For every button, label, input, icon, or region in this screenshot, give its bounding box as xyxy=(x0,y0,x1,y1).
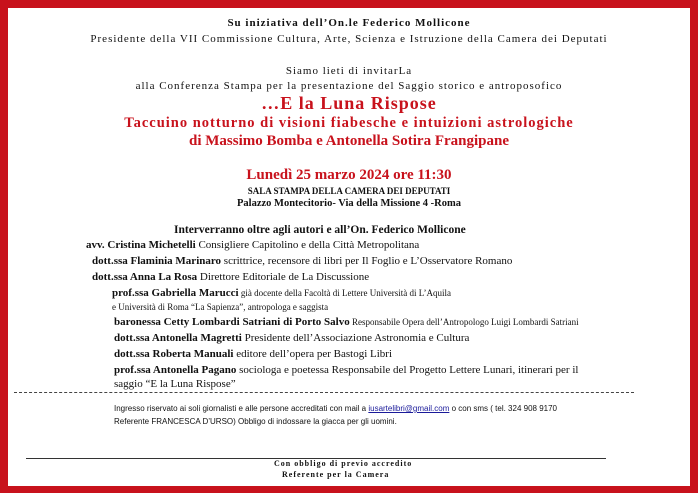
speaker-desc: già docente della Facoltà di Lettere Università di L’Aquila xyxy=(238,288,451,298)
referent-note: Referente FRANCESCA D’URSO) Obbligo di indossare la giacca per gli uomini. xyxy=(114,417,397,426)
speaker-item xyxy=(114,332,469,344)
speaker-item xyxy=(114,348,392,360)
speaker-item xyxy=(92,271,369,283)
speaker-name: baronessa Cetty Lombardi Satriani di Porto Salvo xyxy=(114,316,350,328)
dashed-divider xyxy=(14,392,634,393)
speaker-desc: sociologa e poetessa Responsabile del Progetto Lettere Lunari, itinerari per il xyxy=(236,364,579,376)
access-pre: Ingresso riservato ai soli giornalisti e alle persone accreditati con mail a xyxy=(114,404,369,413)
footer-line1: Con obbligo di previo accredito xyxy=(274,459,413,468)
speaker-desc: scrittrice, recensore di libri per Il Foglio e L’Osservatore Romano xyxy=(221,255,513,267)
access-post: o con sms ( tel. 324 908 9170 xyxy=(449,404,557,413)
invite-conference: alla Conferenza Stampa per la presentazione del Saggio storico e antroposofico xyxy=(135,80,563,92)
speaker-item xyxy=(114,364,578,376)
speaker-desc: Consigliere Capitolino e della Città Metropolitana xyxy=(195,239,420,251)
event-room: SALA STAMPA DELLA CAMERA DEI DEPUTATI xyxy=(247,186,451,196)
event-place: Palazzo Montecitorio- Via della Missione 4 -Roma xyxy=(237,198,461,209)
access-note xyxy=(114,404,557,413)
speaker-name: dott.ssa Anna La Rosa xyxy=(92,271,198,283)
speaker-item xyxy=(112,287,451,299)
invitation-card xyxy=(8,8,690,486)
speaker-desc: Direttore Editoriale de La Discussione xyxy=(197,271,370,283)
speaker-item-cont xyxy=(114,378,236,390)
book-subtitle: Taccuino notturno di visioni fiabesche e intuizioni astrologiche xyxy=(124,115,574,131)
header-president: Presidente della VII Commissione Cultura, Arte, Scienza e Istruzione della Camera dei Deputati xyxy=(90,33,608,45)
book-authors: di Massimo Bomba e Antonella Sotira Frangipane xyxy=(188,133,510,149)
speaker-name: dott.ssa Flaminia Marinaro xyxy=(92,255,222,267)
speaker-item xyxy=(114,316,579,328)
email-link[interactable]: iusartelibri@gmail.com xyxy=(368,404,450,413)
event-date: Lunedì 25 marzo 2024 ore 11:30 xyxy=(246,167,452,183)
speaker-name: avv. Cristina Michetelli xyxy=(86,239,196,251)
speaker-item xyxy=(92,255,512,267)
speaker-item-cont xyxy=(112,302,328,312)
speaker-desc: e Università di Roma “La Sapienza”, antropologa e saggista xyxy=(112,302,329,312)
speaker-desc: saggio “E la Luna Rispose” xyxy=(114,378,236,390)
speaker-name: prof.ssa Gabriella Marucci xyxy=(112,287,239,299)
speaker-name: dott.ssa Roberta Manuali xyxy=(114,348,234,360)
speaker-name: prof.ssa Antonella Pagano xyxy=(114,364,237,376)
speaker-desc: editore dell’opera per Bastogi Libri xyxy=(233,348,393,360)
book-title: …E la Luna Rispose xyxy=(261,93,437,113)
footer-line2: Referente per la Camera xyxy=(282,470,390,479)
header-initiative: Su iniziativa dell’On.le Federico Mollicone xyxy=(227,17,471,29)
speaker-desc: Responsabile Opera dell’Antropologo Luigi Lombardi Satriani xyxy=(349,317,579,327)
invite-intro: Siamo lieti di invitarLa xyxy=(285,65,413,77)
speaker-desc: Presidente dell’Associazione Astronomia e Cultura xyxy=(241,332,470,344)
speaker-name: dott.ssa Antonella Magretti xyxy=(114,332,242,344)
speaker-item xyxy=(86,239,419,251)
speakers-intro: Interverranno oltre agli autori e all’On. Federico Mollicone xyxy=(174,224,466,236)
